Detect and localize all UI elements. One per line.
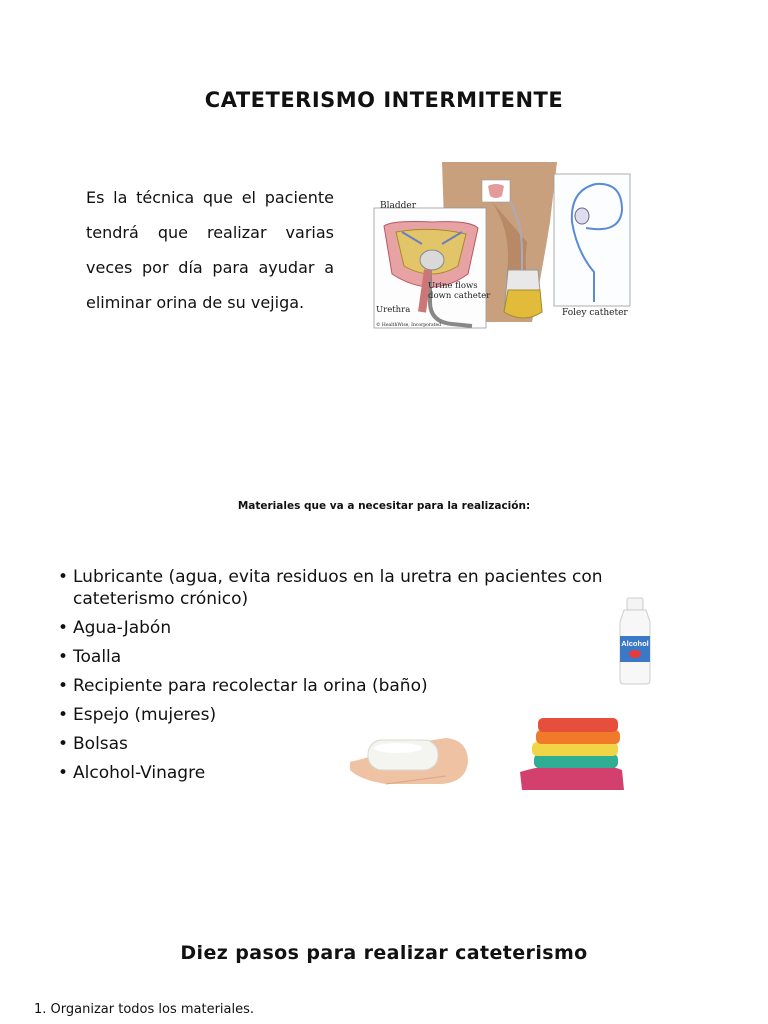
diagram-label-urine-2: down catheter: [428, 291, 491, 301]
diagram-label-foley: Foley catheter: [562, 308, 628, 318]
towels-image: [516, 712, 626, 792]
intro-paragraph: Es la técnica que el paciente tendrá que realizar varias veces por día para ayudar a eliminar orina de su vejiga.: [86, 188, 334, 312]
list-item: • Alcohol-Vinagre: [58, 762, 618, 784]
diagram-label-bladder: Bladder: [380, 201, 417, 211]
list-item: 1. Organizar todos los materiales.: [34, 1002, 255, 1017]
list-item: • Espejo (mujeres): [58, 704, 618, 726]
list-item: • Lubricante (agua, evita residuos en la uretra en pacientes con cateterismo crónico): [58, 566, 618, 610]
catheter-diagram-image: [372, 162, 634, 334]
list-item: • Recipiente para recolectar la orina (baño): [58, 675, 618, 697]
diagram-copyright: © HealthWise, Incorporated: [376, 323, 441, 328]
list-item: • Agua-Jabón: [58, 617, 618, 639]
diagram-label-urine-1: Urine flows: [428, 281, 478, 291]
steps-list: [34, 1002, 254, 1017]
soap-hand-image: [346, 722, 470, 788]
steps-heading: Diez pasos para realizar cateterismo: [180, 942, 588, 964]
list-item: • Bolsas: [58, 733, 618, 755]
materials-heading: Materiales que va a necesitar para la realización:: [237, 500, 531, 512]
page-title: CATETERISMO INTERMITENTE: [204, 88, 564, 112]
diagram-label-urethra: Urethra: [376, 305, 411, 315]
list-item: • Toalla: [58, 646, 618, 668]
alcohol-label: Alcohol: [621, 639, 649, 648]
alcohol-bottle-image: [610, 596, 660, 686]
